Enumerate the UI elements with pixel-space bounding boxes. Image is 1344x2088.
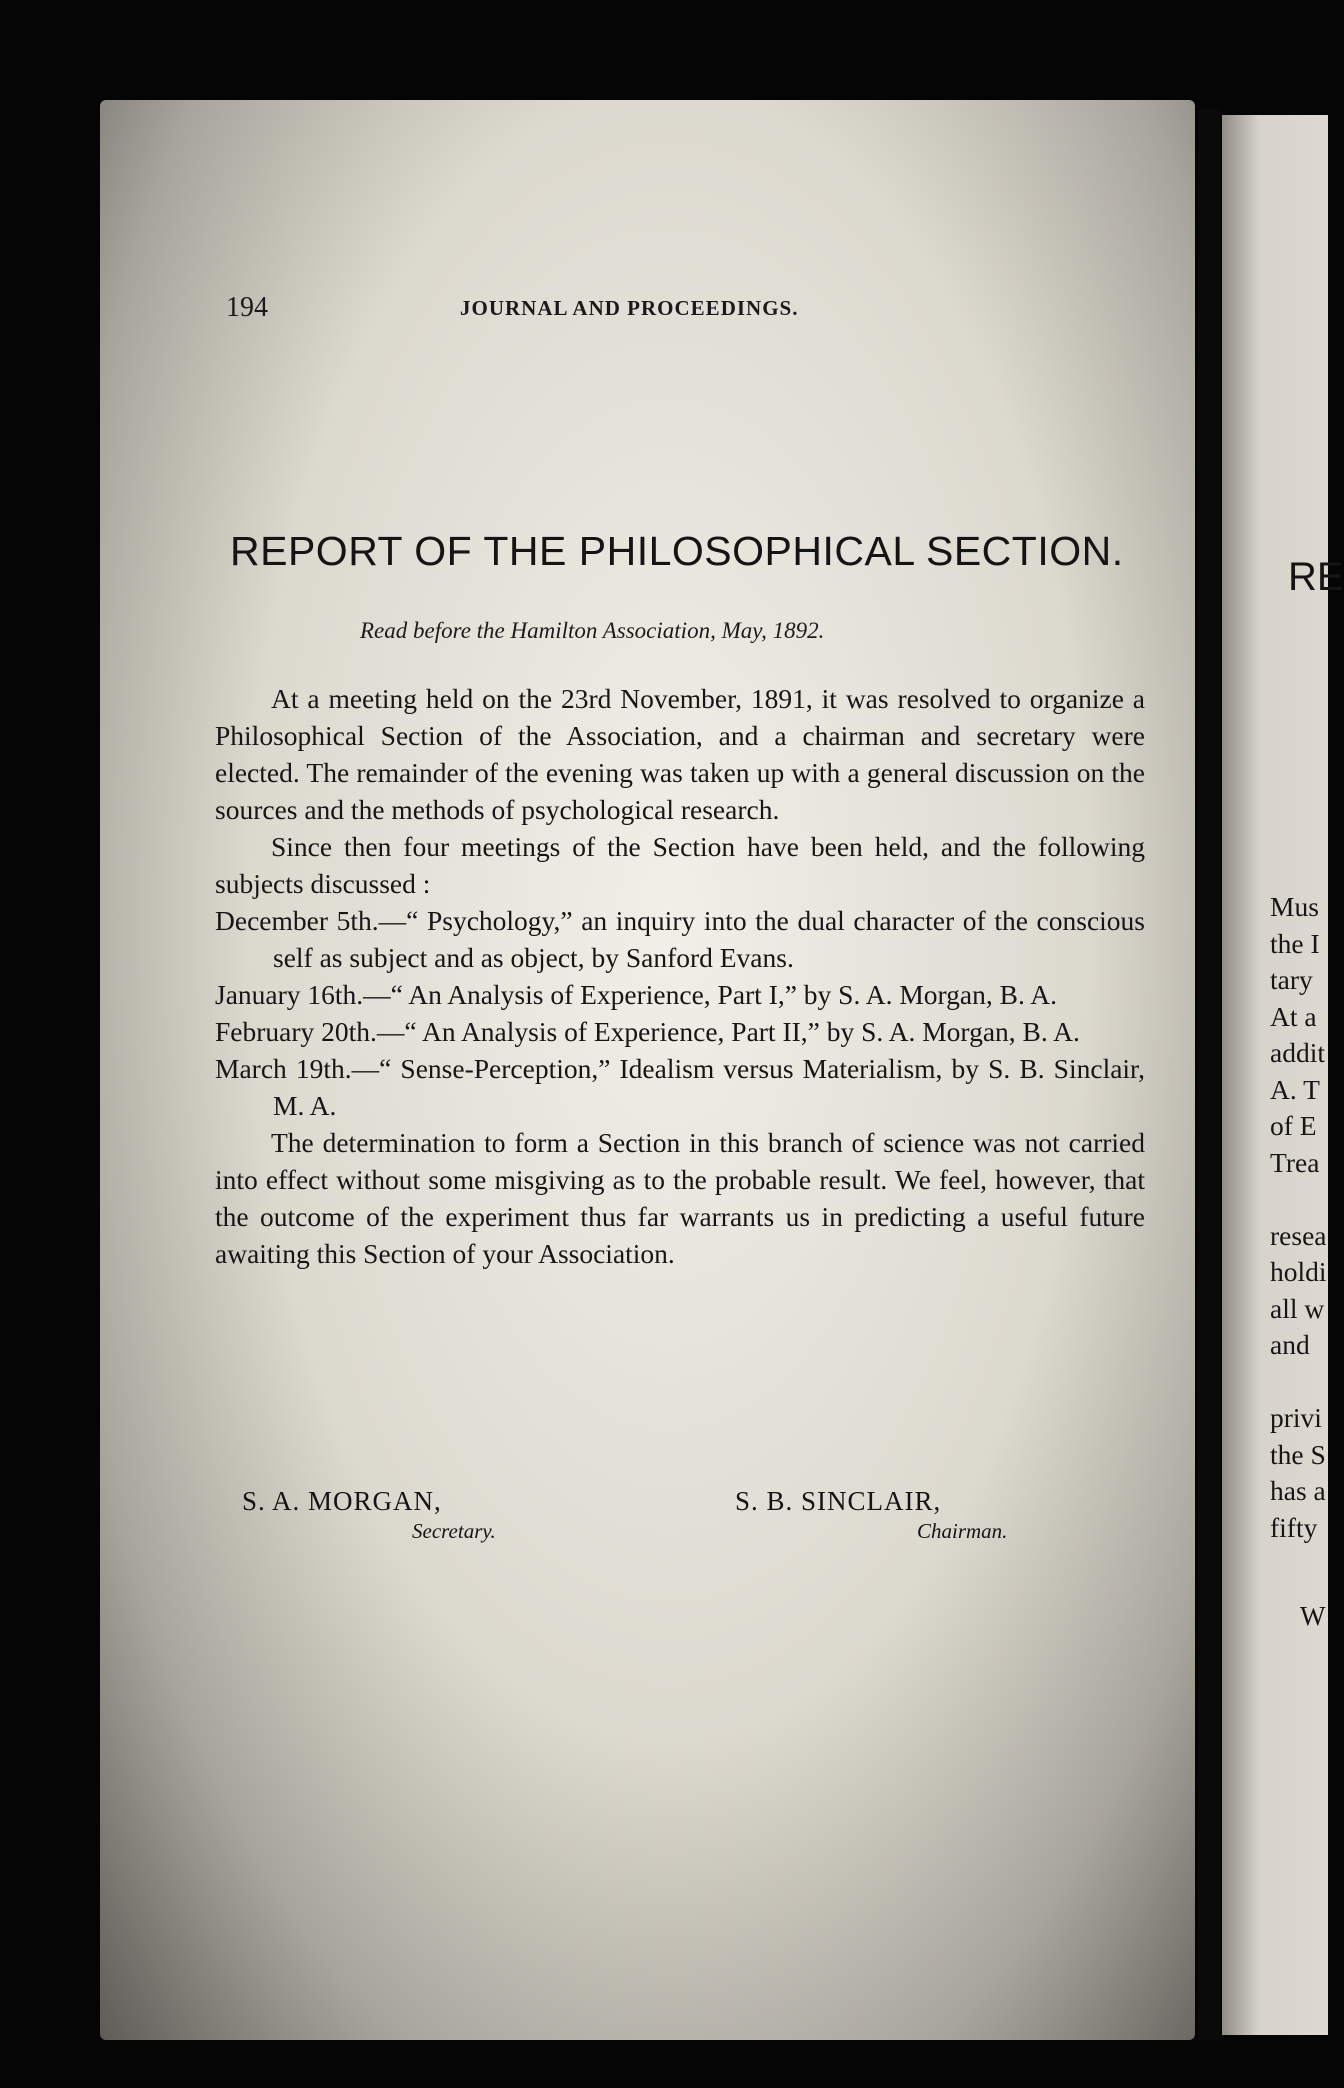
adjacent-line: At a [1270, 1000, 1317, 1032]
adjacent-page-title: RE [1288, 555, 1344, 599]
paragraph-closing: The determination to form a Section in this branch of science was not carried into effect without some misgiving as to the probable result. We feel, however, that the outcome of the experiment thus far warrants us in predicting a useful future awaiting this Section of your Association. [215, 1127, 1145, 1269]
adjacent-line [1270, 1364, 1327, 1401]
signature-role: Secretary. [412, 1519, 496, 1543]
signature-chairman [735, 1486, 1007, 1544]
meeting-entry: March 19th.—“ Sense-Perception,” Idealism versus Materialism, by S. B. Sinclair, M. A. [215, 1053, 1145, 1121]
adjacent-line: of E [1270, 1110, 1317, 1141]
subtitle: Read before the Hamilton Association, May, 1892. [360, 618, 825, 643]
page-title: REPORT OF THE PHILOSOPHICAL SECTION. [230, 528, 1124, 574]
adjacent-line: Mus [1270, 891, 1319, 922]
signature-role: Chairman. [917, 1519, 1008, 1543]
adjacent-line: tary [1270, 964, 1313, 995]
adjacent-page-text [1270, 889, 1327, 1546]
adjacent-line: addit [1270, 1037, 1325, 1068]
book-gutter [1198, 110, 1220, 2040]
meeting-entry: December 5th.—“ Psychology,” an inquiry into the dual character of the conscious self as subject and as object, by Sanford Evans. [215, 905, 1145, 973]
adjacent-line: the S [1270, 1438, 1326, 1470]
signature-name: S. A. MORGAN, [242, 1486, 442, 1516]
paragraph-meetings-intro: Since then four meetings of the Section have been held, and the following subjects discussed : [215, 831, 1145, 899]
report-body [215, 680, 1145, 1272]
running-head: JOURNAL AND PROCEEDINGS. [460, 296, 799, 320]
adjacent-line: the I [1270, 927, 1320, 959]
adjacent-line [1270, 1181, 1327, 1218]
adjacent-line: fifty [1270, 1511, 1318, 1543]
adjacent-line: privi [1270, 1402, 1322, 1433]
signature-name: S. B. SINCLAIR, [735, 1486, 942, 1516]
adjacent-line: and [1270, 1329, 1310, 1360]
adjacent-page [1222, 115, 1344, 2035]
adjacent-line: all w [1270, 1292, 1325, 1324]
adjacent-line: Trea [1270, 1146, 1320, 1178]
meeting-entry: February 20th.—“ An Analysis of Experience, Part II,” by S. A. Morgan, B. A. [215, 1016, 1080, 1047]
adjacent-line: holdi [1270, 1256, 1327, 1287]
signature-secretary [242, 1486, 496, 1544]
adjacent-page-signature: W [1300, 1601, 1326, 1631]
adjacent-line: A. T [1270, 1073, 1320, 1105]
paragraph-meeting-resolution: At a meeting held on the 23rd November, 1891, it was resolved to organize a Philosophical Section of the Association, and a chairman and secretary were elected. The remainder of the evening was taken up with a general discussion on the sources and the methods of psychological research. [215, 683, 1145, 825]
adjacent-line: resea [1270, 1219, 1327, 1251]
page-number: 194 [226, 292, 268, 323]
adjacent-line: has a [1270, 1475, 1326, 1506]
meeting-entry: January 16th.—“ An Analysis of Experience, Part I,” by S. A. Morgan, B. A. [215, 979, 1057, 1010]
